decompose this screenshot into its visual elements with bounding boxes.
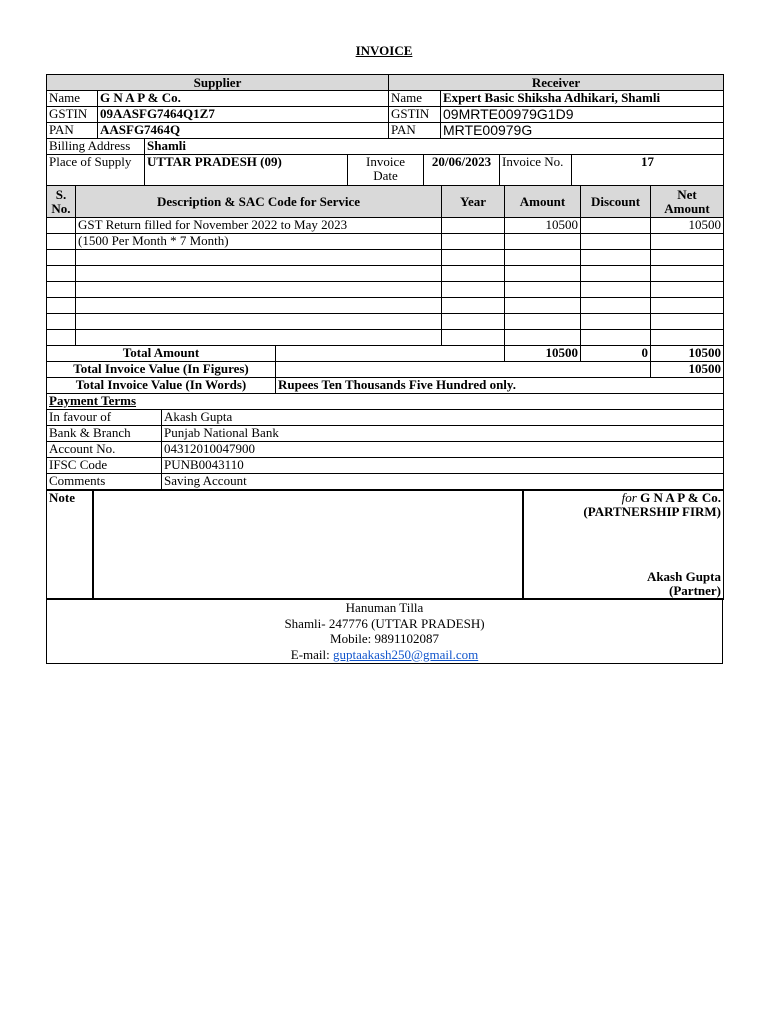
sno-header-line2: No. xyxy=(51,200,71,216)
total-amount: 10500 xyxy=(505,346,581,362)
billing-address: Shamli xyxy=(145,139,724,155)
invoice-document xyxy=(46,74,723,664)
invoice-date: 20/06/2023 xyxy=(424,155,500,186)
net-amount-header-line2: Amount xyxy=(664,200,710,216)
item-discount xyxy=(581,218,651,234)
invoice-date-label xyxy=(348,155,424,186)
year-header: Year xyxy=(442,186,505,218)
item-net-amount: 10500 xyxy=(651,218,724,234)
table-row xyxy=(47,298,724,314)
footer-table xyxy=(46,599,723,664)
invoice-date-label-line1: Invoice xyxy=(366,154,405,169)
invoice-no-label: Invoice No. xyxy=(500,155,572,186)
item-amount xyxy=(505,234,581,250)
item-year xyxy=(442,218,505,234)
total-words-label: Total Invoice Value (In Words) xyxy=(47,378,276,394)
item-description: GST Return filled for November 2022 to May 2023 xyxy=(76,218,442,234)
supplier-name: G N A P & Co. xyxy=(98,91,389,107)
note-label: Note xyxy=(47,490,93,599)
item-sno xyxy=(47,234,76,250)
receiver-pan-label: PAN xyxy=(389,123,441,139)
total-amount-blank xyxy=(276,346,505,362)
payment-label-comments: Comments xyxy=(47,474,162,490)
sno-header xyxy=(47,186,76,218)
supplier-gstin: 09AASFG7464Q1Z7 xyxy=(98,107,389,123)
table-row xyxy=(47,330,724,346)
table-row xyxy=(47,218,724,234)
total-amount-label: Total Amount xyxy=(47,346,276,362)
item-sno xyxy=(47,218,76,234)
invoice-date-label-line2: Date xyxy=(373,168,398,183)
item-description: (1500 Per Month * 7 Month) xyxy=(76,234,442,250)
supplier-gstin-label: GSTIN xyxy=(47,107,98,123)
table-row xyxy=(47,282,724,298)
payment-label-account: Account No. xyxy=(47,442,162,458)
total-figures: 10500 xyxy=(651,362,724,378)
note-signature-table xyxy=(46,489,724,600)
supplier-name-label: Name xyxy=(47,91,98,107)
table-row xyxy=(47,266,724,282)
receiver-gstin-label: GSTIN xyxy=(389,107,441,123)
description-header: Description & SAC Code for Service xyxy=(76,186,442,218)
receiver-pan: MRTE00979G xyxy=(441,123,724,139)
footer-mobile: Mobile: 9891102087 xyxy=(330,631,439,646)
place-of-supply-label: Place of Supply xyxy=(47,155,145,186)
note-content xyxy=(93,490,523,599)
billing-address-label: Billing Address xyxy=(47,139,145,155)
receiver-name: Expert Basic Shiksha Adhikari, Shamli xyxy=(441,91,724,107)
amount-header: Amount xyxy=(505,186,581,218)
footer-line1: Hanuman Tilla xyxy=(345,600,424,615)
supplier-heading: Supplier xyxy=(47,75,389,91)
receiver-gstin: 09MRTE00979G1D9 xyxy=(441,107,724,123)
payment-table xyxy=(46,393,724,490)
item-net-amount xyxy=(651,234,724,250)
payment-terms-heading: Payment Terms xyxy=(47,394,724,410)
footer-email-link[interactable]: guptaakash250@gmail.com xyxy=(333,646,479,662)
supplier-pan-label: PAN xyxy=(47,123,98,139)
party-table xyxy=(46,74,724,139)
net-amount-header xyxy=(651,186,724,218)
payment-value-ifsc: PUNB0043110 xyxy=(162,458,724,474)
firm-type: (PARTNERSHIP FIRM) xyxy=(583,504,721,519)
footer-line2: Shamli- 247776 (UTTAR PRADESH) xyxy=(284,615,485,631)
payment-value-favour: Akash Gupta xyxy=(162,410,724,426)
discount-header: Discount xyxy=(581,186,651,218)
signatory-name: Akash Gupta xyxy=(646,569,721,584)
footer-address xyxy=(47,600,723,664)
total-figures-blank xyxy=(276,362,651,378)
total-discount: 0 xyxy=(581,346,651,362)
billing-table xyxy=(46,138,724,186)
receiver-name-label: Name xyxy=(389,91,441,107)
signature-block xyxy=(523,490,724,599)
payment-label-ifsc: IFSC Code xyxy=(47,458,162,474)
items-table xyxy=(46,185,724,346)
net-amount-header-line1: Net xyxy=(677,186,697,202)
footer-email-label: E-mail: xyxy=(290,646,334,662)
receiver-heading: Receiver xyxy=(389,75,724,91)
total-words: Rupees Ten Thousands Five Hundred only. xyxy=(276,378,724,394)
sno-header-line1: S. xyxy=(55,186,67,202)
payment-label-favour: In favour of xyxy=(47,410,162,426)
item-amount: 10500 xyxy=(505,218,581,234)
supplier-pan: AASFG7464Q xyxy=(98,123,389,139)
firm-line xyxy=(526,491,722,505)
firm-name: G N A P & Co. xyxy=(640,490,721,505)
payment-label-bank: Bank & Branch xyxy=(47,426,162,442)
for-word: for xyxy=(621,490,637,505)
total-net-amount: 10500 xyxy=(651,346,724,362)
item-year xyxy=(442,234,505,250)
item-discount xyxy=(581,234,651,250)
payment-value-account: 04312010047900 xyxy=(162,442,724,458)
invoice-no: 17 xyxy=(572,155,724,186)
total-figures-label: Total Invoice Value (In Figures) xyxy=(47,362,276,378)
totals-table xyxy=(46,345,724,394)
invoice-title: INVOICE xyxy=(355,43,413,58)
payment-value-comments: Saving Account xyxy=(162,474,724,490)
signatory-role: (Partner) xyxy=(669,583,721,598)
place-of-supply: UTTAR PRADESH (09) xyxy=(145,155,348,186)
table-row xyxy=(47,314,724,330)
table-row xyxy=(47,234,724,250)
footer-email-line xyxy=(49,647,720,663)
signatory-block xyxy=(647,570,721,598)
payment-value-bank: Punjab National Bank xyxy=(162,426,724,442)
table-row xyxy=(47,250,724,266)
